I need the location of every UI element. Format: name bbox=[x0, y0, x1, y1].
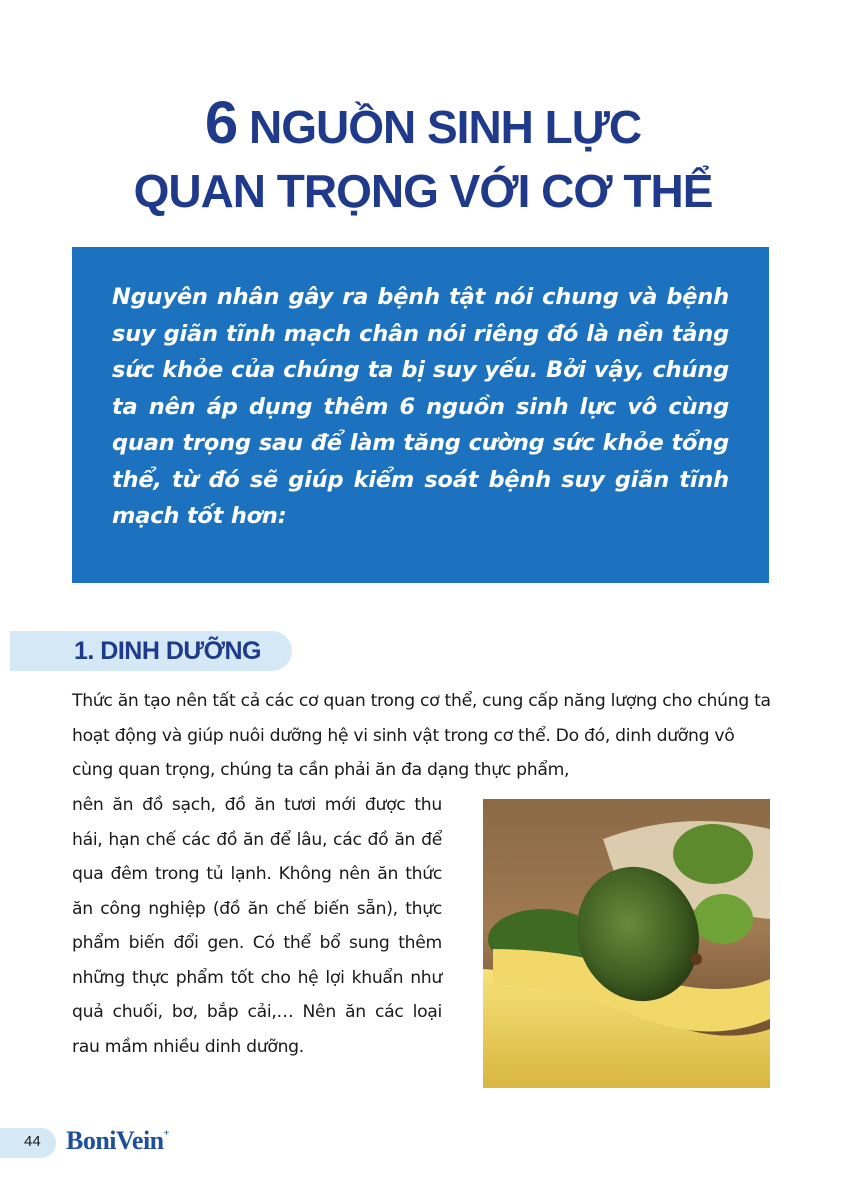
page-number: 44 bbox=[24, 1133, 41, 1150]
title-line-2: QUAN TRỌNG VỚI CƠ THỂ bbox=[133, 165, 713, 217]
title-line-1-text: NGUỒN SINH LỰC bbox=[237, 101, 642, 153]
brand-name: BoniVein bbox=[66, 1126, 164, 1155]
title-line-1 bbox=[0, 89, 846, 158]
section-heading-tab bbox=[10, 631, 292, 671]
intro-box bbox=[72, 247, 769, 583]
body-paragraph-full: Thức ăn tạo nên tất cả các cơ quan trong cơ thể, cung cấp năng lượng cho chúng ta hoạt động và giúp nuôi dưỡng hệ vi sinh vật trong cơ thể. Do đó, dinh dưỡng vô cùng quan trọng, chúng ta cần phải ăn đa dạng thực phẩm, bbox=[72, 691, 771, 780]
body-paragraph-column: nên ăn đồ sạch, đồ ăn tươi mới được thu hái, hạn chế các đồ ăn để lâu, các đồ ăn để qua đêm trong tủ lạnh. Không nên ăn thức ăn công nghiệp (đồ ăn chế biến sẵn), thực phẩm biến đổi gen. Có thể bổ sung thêm những thực phẩm tốt cho hệ lợi khuẩn như quả chuối, bơ, bắp cải,… Nên ăn các loại rau mầm nhiều dinh dưỡng. bbox=[72, 795, 442, 1057]
section-heading: 1. DINH DƯỠNG bbox=[74, 637, 261, 665]
intro-text: Nguyên nhân gây ra bệnh tật nói chung và bệnh suy giãn tĩnh mạch chân nói riêng đó là nền tảng sức khỏe của chúng ta bị suy yếu. Bởi vậy, chúng ta nên áp dụng thêm 6 nguồn sinh lực vô cùng quan trọng sau để làm tăng cường sức khỏe tổng thể, từ đó sẽ giúp kiểm soát bệnh suy giãn tĩnh mạch tốt hơn: bbox=[112, 284, 729, 529]
avocado-stem bbox=[690, 953, 702, 965]
background-lime-2 bbox=[693, 894, 753, 944]
photo-illustration bbox=[483, 799, 770, 1088]
page-title bbox=[0, 89, 846, 222]
brand-logo bbox=[66, 1126, 169, 1156]
background-lime bbox=[673, 824, 753, 884]
page-number-tab bbox=[0, 1128, 56, 1158]
brand-mark: + bbox=[163, 1128, 169, 1139]
title-number: 6 bbox=[204, 89, 238, 156]
avocado-banana-photo bbox=[483, 799, 770, 1088]
